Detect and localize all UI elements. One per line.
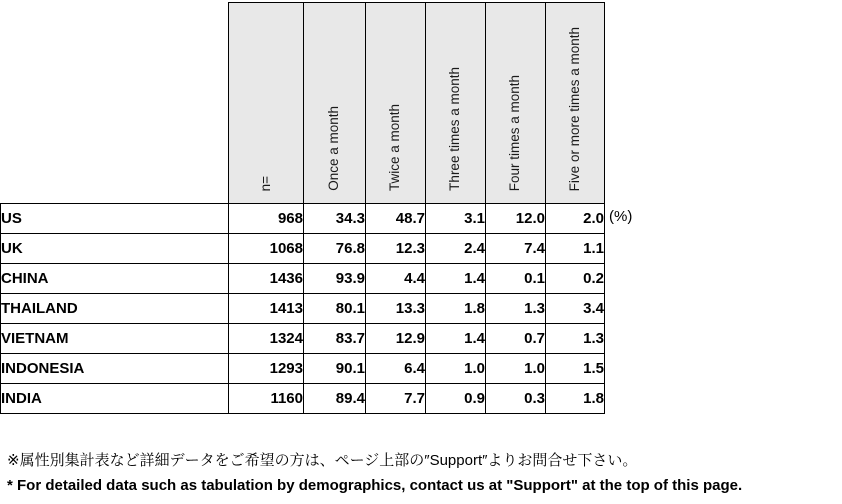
data-cell: 13.3 — [366, 294, 426, 324]
row-label: INDONESIA — [1, 354, 229, 384]
column-header-label: Three times a month — [447, 67, 463, 191]
table-row — [1, 264, 605, 294]
frequency-table — [0, 2, 605, 414]
column-header-label: Twice a month — [387, 103, 403, 191]
data-cell: 34.3 — [304, 204, 366, 234]
data-cell: 12.9 — [366, 324, 426, 354]
column-header-twice — [366, 3, 426, 204]
row-label: THAILAND — [1, 294, 229, 324]
table-row — [1, 234, 605, 264]
data-cell: 1.5 — [546, 354, 605, 384]
row-label: INDIA — [1, 384, 229, 414]
data-cell: 4.4 — [366, 264, 426, 294]
data-cell: 90.1 — [304, 354, 366, 384]
data-cell: 0.7 — [486, 324, 546, 354]
table-row — [1, 324, 605, 354]
row-label: VIETNAM — [1, 324, 229, 354]
data-cell: 1436 — [229, 264, 304, 294]
footnote-english: * For detailed data such as tabulation by demographics, contact us at "Support" at the top of this page. — [7, 477, 743, 494]
data-cell: 1.4 — [426, 264, 486, 294]
table-row — [1, 204, 605, 234]
column-header-label: Five or more times a month — [566, 26, 582, 191]
data-cell: 1.8 — [426, 294, 486, 324]
data-cell: 1160 — [229, 384, 304, 414]
data-cell: 1.3 — [546, 324, 605, 354]
table-row — [1, 354, 605, 384]
data-cell: 6.4 — [366, 354, 426, 384]
data-cell: 48.7 — [366, 204, 426, 234]
column-header-four — [486, 3, 546, 204]
row-label: CHINA — [1, 264, 229, 294]
table-row — [1, 384, 605, 414]
data-cell: 1.0 — [486, 354, 546, 384]
data-cell: 0.9 — [426, 384, 486, 414]
data-cell: 1413 — [229, 294, 304, 324]
data-cell: 1.0 — [426, 354, 486, 384]
data-cell: 2.0 — [546, 204, 605, 234]
column-header-label: Once a month — [326, 106, 342, 191]
data-cell: 1.1 — [546, 234, 605, 264]
data-cell: 93.9 — [304, 264, 366, 294]
data-cell: 1324 — [229, 324, 304, 354]
data-cell: 7.7 — [366, 384, 426, 414]
data-cell: 89.4 — [304, 384, 366, 414]
data-cell: 12.0 — [486, 204, 546, 234]
data-cell: 0.3 — [486, 384, 546, 414]
data-cell: 83.7 — [304, 324, 366, 354]
data-cell: 76.8 — [304, 234, 366, 264]
data-cell: 1068 — [229, 234, 304, 264]
data-cell: 1.4 — [426, 324, 486, 354]
column-header-once — [304, 3, 366, 204]
data-cell: 80.1 — [304, 294, 366, 324]
column-header-five — [546, 3, 605, 204]
data-cell: 3.4 — [546, 294, 605, 324]
data-cell: 1293 — [229, 354, 304, 384]
column-header-label: Four times a month — [507, 74, 523, 191]
column-header-three — [426, 3, 486, 204]
row-label: UK — [1, 234, 229, 264]
data-cell: 3.1 — [426, 204, 486, 234]
table-row — [1, 294, 605, 324]
row-label: US — [1, 204, 229, 234]
data-cell: 1.3 — [486, 294, 546, 324]
column-header-n — [229, 3, 304, 204]
data-cell: 0.1 — [486, 264, 546, 294]
header-row — [1, 3, 605, 204]
data-cell: 12.3 — [366, 234, 426, 264]
unit-label: (%) — [609, 208, 633, 225]
data-cell: 7.4 — [486, 234, 546, 264]
data-cell: 1.8 — [546, 384, 605, 414]
data-cell: 0.2 — [546, 264, 605, 294]
column-header-label: n= — [257, 175, 273, 191]
data-cell: 968 — [229, 204, 304, 234]
data-cell: 2.4 — [426, 234, 486, 264]
footnote-japanese: ※属性別集計表など詳細データをご希望の方は、ページ上部の″Support″よりお問合せ下さい。 — [7, 452, 638, 469]
header-spacer — [1, 3, 229, 204]
